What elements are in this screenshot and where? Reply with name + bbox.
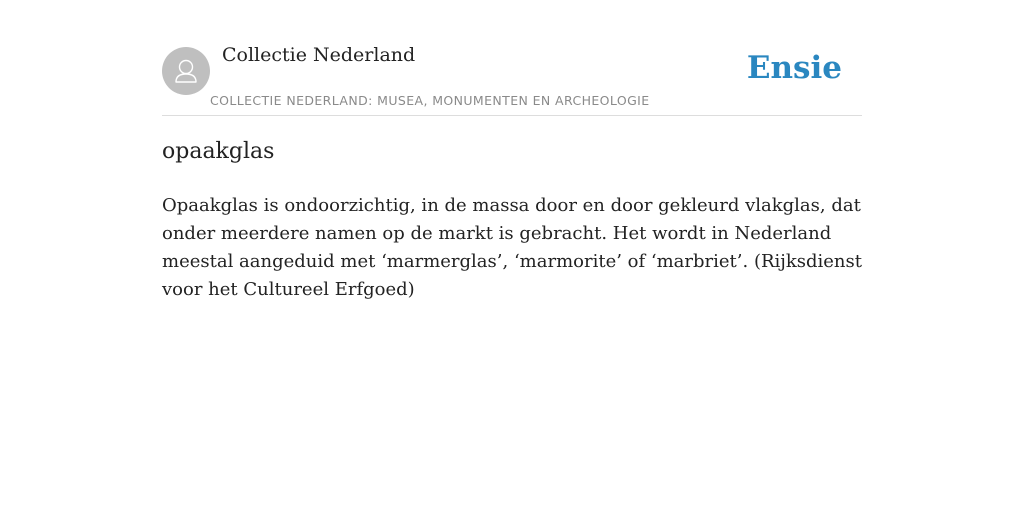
ensie-logo[interactable]: Ensie xyxy=(746,50,842,86)
entry-card xyxy=(162,0,862,300)
user-icon xyxy=(162,47,210,95)
entry-definition: Opaakglas is ondoorzichtig, in de massa door en door gekleurd vlakglas, dat onder meerdere namen op de markt is gebracht. Het wordt in Nederland meestal aangeduid met ‘marmerglas’, ‘marmorite’ of ‘marbriet’. (Rijksdienst voor het Cultureel Erfgoed) xyxy=(162,195,862,300)
entry-title: opaakglas xyxy=(162,139,275,164)
collection-link[interactable]: COLLECTIE NEDERLAND: MUSEA, MONUMENTEN EN ARCHEOLOGIE xyxy=(210,93,650,108)
entry-header xyxy=(162,0,862,116)
avatar[interactable] xyxy=(162,47,210,95)
author-link[interactable]: Collectie Nederland xyxy=(222,44,416,66)
